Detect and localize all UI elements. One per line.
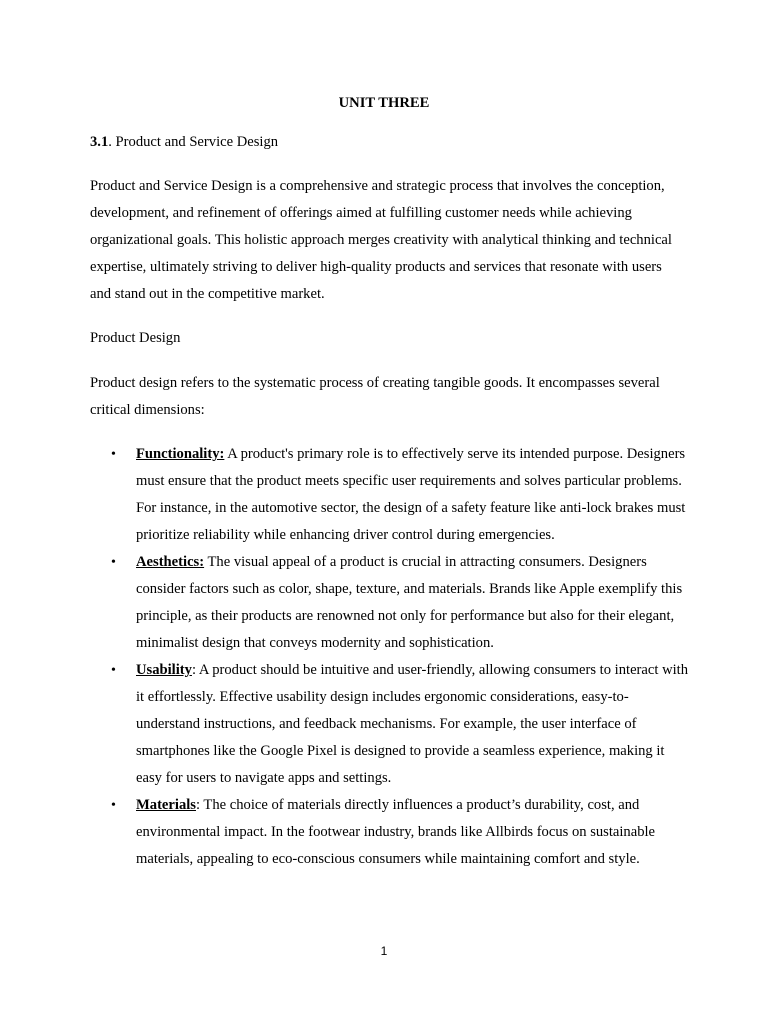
subheading-product-design: Product Design [90, 330, 181, 346]
section-number: 3.1 [90, 134, 109, 150]
term-aesthetics: Aesthetics: [136, 554, 205, 570]
term-usability: Usability [136, 662, 192, 678]
term-functionality: Functionality: [136, 446, 225, 462]
section-title: . Product and Service Design [108, 134, 279, 150]
list-item-text: A product's primary role is to effectively serve its intended purpose. Designers must ensure that the product meets specific user requirements and solves particular problems. For instance, in the automotive sector, the design of a safety feature like anti-lock brakes must prioritize reliability while enhancing driver control during emergencies. [136, 446, 686, 543]
bullet-icon: • [111, 447, 116, 462]
list-item-text: The visual appeal of a product is crucial in attracting consumers. Designers consider factors such as color, shape, texture, and materials. Brands like Apple exemplify this principle, as their products are renowned not only for performance but also for their elegant, minimalist design that conveys modernity and sophistication. [136, 554, 683, 651]
bullet-icon: • [111, 798, 116, 813]
list-item-usability [90, 657, 690, 792]
section-heading [90, 132, 278, 152]
product-design-paragraph: Product design refers to the systematic process of creating tangible goods. It encompasses several critical dimensions: [90, 375, 660, 418]
dimensions-list [90, 441, 690, 873]
intro-paragraph: Product and Service Design is a comprehensive and strategic process that involves the conception, development, and refinement of offerings aimed at fulfilling customer needs while achieving organizational goals. This holistic approach merges creativity with analytical thinking and technical expertise, ultimately striving to deliver high-quality products and services that resonate with users and stand out in the competitive market. [90, 178, 672, 302]
list-item-text: : A product should be intuitive and user-friendly, allowing consumers to interact with it effortlessly. Effective usability design includes ergonomic considerations, easy-to-understand instructions, and feedback mechanisms. For example, the user interface of smartphones like the Google Pixel is designed to provide a seamless experience, making it easy for users to navigate apps and settings. [136, 662, 689, 786]
unit-title: UNIT THREE [338, 95, 430, 111]
term-materials: Materials [136, 797, 196, 813]
list-item-aesthetics [90, 549, 690, 657]
bullet-icon: • [111, 663, 116, 678]
page-number: 1 [380, 944, 388, 958]
list-item-materials [90, 792, 690, 873]
bullet-icon: • [111, 555, 116, 570]
list-item-functionality [90, 441, 690, 549]
list-item-text: : The choice of materials directly influences a product’s durability, cost, and environmental impact. In the footwear industry, brands like Allbirds focus on sustainable materials, appealing to eco-conscious consumers while maintaining comfort and style. [136, 797, 656, 867]
